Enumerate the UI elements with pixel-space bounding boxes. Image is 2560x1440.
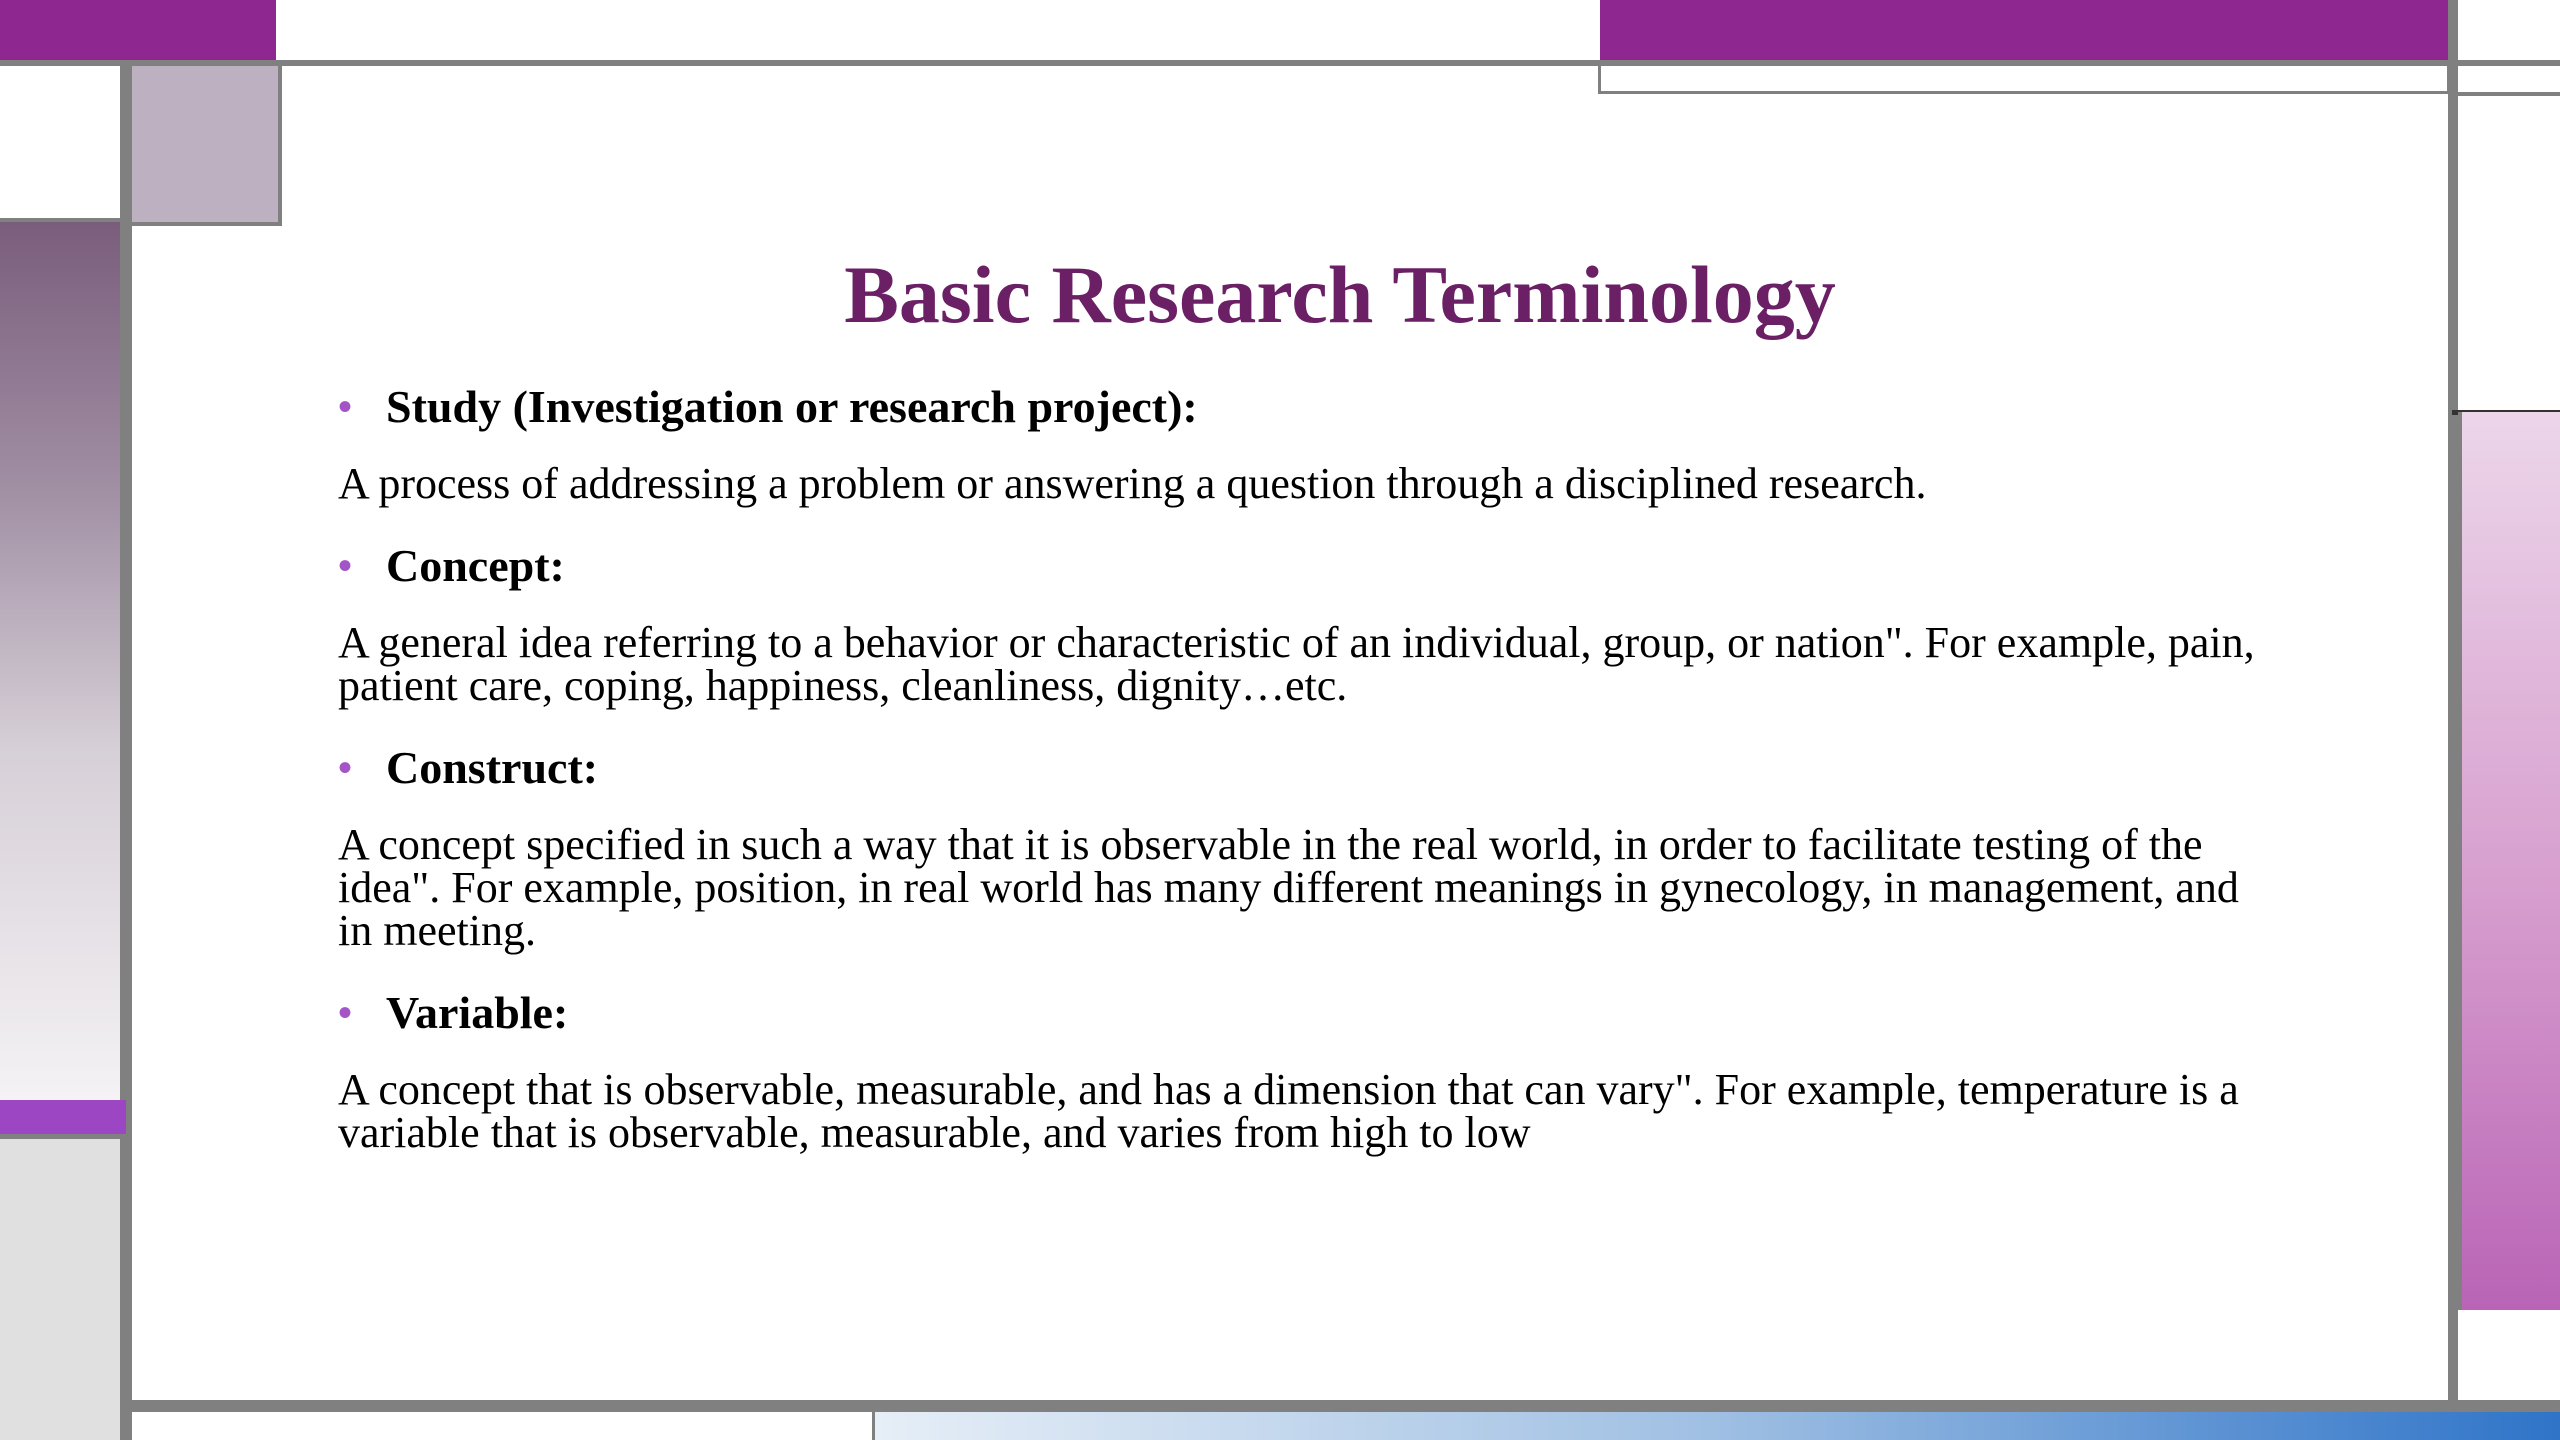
term-label: Variable: [386,987,569,1038]
left-rail [120,62,132,1440]
term-label: Construct: [386,742,599,793]
bullet-icon: • [338,384,353,429]
top-right-outline-box [1598,62,2450,94]
term-heading-concept [338,531,2258,601]
top-right-corner-line [2448,92,2560,96]
term-definition-construct: A concept specified in such a way that it is observable in the real world, in order to facilitate testing of the idea". For example, position, in real world has many different meanings in gynecology, in management, and in meeting. [338,820,2239,955]
slide-content [338,372,2258,1157]
term-definition-study: A process of addressing a problem or answering a question through a disciplined research. [338,459,1927,508]
bullet-icon: • [338,543,353,588]
bullet-icon: • [338,990,353,1035]
left-gradient-column [0,222,120,1100]
top-left-accent-bar [0,0,276,62]
left-top-tile [132,66,282,226]
top-right-accent-bar [1600,0,2448,62]
term-heading-study [338,372,2258,442]
term-definition-concept: A general idea referring to a behavior or characteristic of an individual, group, or nation". For example, pain, patient care, coping, happiness, cleanliness, dignity…etc. [338,618,2255,710]
term-heading-construct [338,733,2258,803]
left-purple-band [0,1100,126,1136]
bottom-blue-strip [872,1412,2560,1440]
bullet-icon: • [338,745,353,790]
term-label: Study (Investigation or research project): [386,381,1198,432]
term-definition-variable: A concept that is observable, measurable, and has a dimension that can vary". For example, temperature is a variable that is observable, measurable, and varies from high to low [338,1065,2239,1157]
right-gradient-column [2458,412,2560,1310]
right-rail [2448,0,2458,1410]
slide-title: Basic Research Terminology [844,249,1836,340]
term-label: Concept: [386,540,565,591]
left-bottom-block [0,1139,120,1440]
bottom-rule [120,1400,2560,1412]
term-heading-variable [338,978,2258,1048]
